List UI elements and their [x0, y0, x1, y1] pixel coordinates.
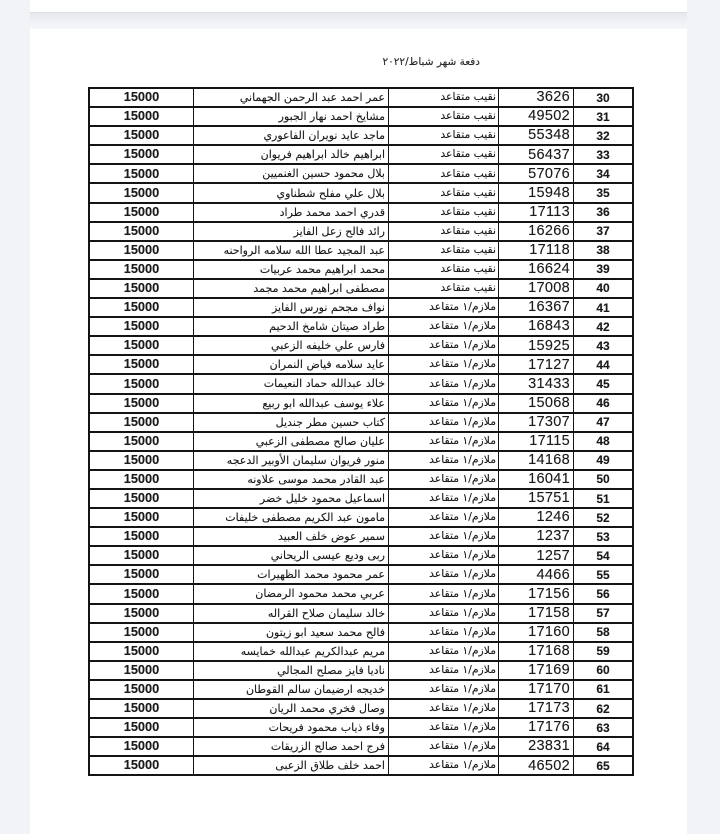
name-cell: خالد عبدالله حماد النعيمات: [193, 375, 388, 392]
amount-cell: 15000: [123, 413, 160, 429]
name-cell: علاء يوسف عبدالله ابو ربيع: [193, 395, 388, 412]
row-number-cell: 34: [573, 165, 632, 182]
amount-cell: 15000: [123, 280, 160, 296]
amount-cell: 15000: [123, 700, 160, 716]
service-number-cell: 17307: [498, 414, 573, 431]
table-row: [90, 719, 632, 738]
row-number-cell: 35: [573, 184, 632, 201]
row-number-cell: 41: [573, 299, 632, 316]
rank-cell: ملازم/١ متقاعد: [388, 528, 498, 545]
name-cell: فارس علي خليفه الزعبي: [193, 337, 388, 354]
name-cell: بلال محمود حسين الغنميين: [193, 165, 388, 182]
amount-cell: 15000: [123, 661, 160, 677]
table-row: [90, 738, 632, 757]
service-number-cell: 23831: [498, 738, 573, 755]
row-number-cell: 63: [573, 719, 632, 736]
name-cell: كتاب حسين مطر جنديل: [193, 414, 388, 431]
service-number-cell: 1257: [498, 547, 573, 564]
row-number-cell: 57: [573, 605, 632, 622]
service-number-cell: 16624: [498, 261, 573, 278]
amount-cell: 15000: [123, 337, 160, 353]
amount-cell: 15000: [123, 681, 160, 697]
name-cell: خالد سليمان صلاح القراله: [193, 605, 388, 622]
payments-table-body: [90, 89, 632, 774]
table-row: [90, 184, 632, 203]
service-number-cell: 57076: [498, 165, 573, 182]
rank-cell: ملازم/١ متقاعد: [388, 337, 498, 354]
service-number-cell: 56437: [498, 146, 573, 163]
row-number-cell: 36: [573, 204, 632, 221]
table-row: [90, 757, 632, 774]
amount-cell: 15000: [123, 604, 160, 620]
service-number-cell: 49502: [498, 108, 573, 125]
batch-month-note: دفعة شهر شباط/٢٠٢٢: [382, 56, 480, 68]
service-number-cell: 17158: [498, 605, 573, 622]
row-number-cell: 58: [573, 624, 632, 641]
amount-cell: 15000: [123, 108, 160, 124]
service-number-cell: 15925: [498, 337, 573, 354]
name-cell: ماجد عايد نويران الفاعوري: [193, 127, 388, 144]
name-cell: نواف مجحم نورس الفايز: [193, 299, 388, 316]
amount-cell: 15000: [123, 222, 160, 238]
name-cell: عمر محمود محمد الظهيرات: [193, 566, 388, 583]
amount-cell: 15000: [123, 184, 160, 200]
service-number-cell: 15068: [498, 395, 573, 412]
row-number-cell: 52: [573, 509, 632, 526]
service-number-cell: 15948: [498, 184, 573, 201]
row-number-cell: 51: [573, 490, 632, 507]
row-number-cell: 55: [573, 566, 632, 583]
table-row: [90, 643, 632, 662]
service-number-cell: 3626: [498, 89, 573, 106]
table-row: [90, 547, 632, 566]
row-number-cell: 38: [573, 242, 632, 259]
rank-cell: ملازم/١ متقاعد: [388, 643, 498, 660]
table-row: [90, 509, 632, 528]
rank-cell: نقيب متقاعد: [388, 261, 498, 278]
rank-cell: ملازم/١ متقاعد: [388, 299, 498, 316]
amount-cell: 15000: [123, 566, 160, 582]
table-row: [90, 375, 632, 394]
name-cell: خديجه ارضيمان سالم القوطان: [193, 681, 388, 698]
row-number-cell: 45: [573, 375, 632, 392]
row-number-cell: 44: [573, 356, 632, 373]
service-number-cell: 16843: [498, 318, 573, 335]
service-number-cell: 17008: [498, 280, 573, 297]
name-cell: مصطفى ابراهيم محمد مجمد: [193, 280, 388, 297]
name-cell: احمد خلف طلاق الزعبى: [193, 757, 388, 774]
row-number-cell: 49: [573, 452, 632, 469]
row-number-cell: 48: [573, 433, 632, 450]
name-cell: عليان صالح مصطفى الزعبي: [193, 433, 388, 450]
table-row: [90, 204, 632, 223]
service-number-cell: 55348: [498, 127, 573, 144]
row-number-cell: 32: [573, 127, 632, 144]
row-number-cell: 43: [573, 337, 632, 354]
service-number-cell: 15751: [498, 490, 573, 507]
row-number-cell: 37: [573, 223, 632, 240]
table-row: [90, 395, 632, 414]
rank-cell: ملازم/١ متقاعد: [388, 757, 498, 774]
table-row: [90, 89, 632, 108]
amount-cell: 15000: [123, 509, 160, 525]
rank-cell: ملازم/١ متقاعد: [388, 585, 498, 602]
service-number-cell: 1237: [498, 528, 573, 545]
payments-table: [88, 87, 634, 776]
amount-cell: 15000: [123, 490, 160, 506]
table-row: [90, 318, 632, 337]
name-cell: فالح محمد سعيد ابو زيتون: [193, 624, 388, 641]
table-row: [90, 566, 632, 585]
rank-cell: نقيب متقاعد: [388, 204, 498, 221]
service-number-cell: 17173: [498, 700, 573, 717]
name-cell: عايد سلامه فياض النمران: [193, 356, 388, 373]
service-number-cell: 31433: [498, 375, 573, 392]
amount-cell: 15000: [123, 299, 160, 315]
table-row: [90, 165, 632, 184]
service-number-cell: 17169: [498, 662, 573, 679]
amount-cell: 15000: [123, 528, 160, 544]
amount-cell: 15000: [123, 585, 160, 601]
row-number-cell: 59: [573, 643, 632, 660]
table-row: [90, 146, 632, 165]
rank-cell: نقيب متقاعد: [388, 127, 498, 144]
amount-cell: 15000: [123, 432, 160, 448]
service-number-cell: 17160: [498, 624, 573, 641]
table-row: [90, 662, 632, 681]
row-number-cell: 33: [573, 146, 632, 163]
table-row: [90, 624, 632, 643]
amount-cell: 15000: [123, 471, 160, 487]
table-row: [90, 242, 632, 261]
service-number-cell: 17113: [498, 204, 573, 221]
name-cell: مامون عبد الكريم مصطفى خليفات: [193, 509, 388, 526]
amount-cell: 15000: [123, 318, 160, 334]
table-row: [90, 223, 632, 242]
name-cell: محمد ابراهيم محمد عربيات: [193, 261, 388, 278]
rank-cell: ملازم/١ متقاعد: [388, 624, 498, 641]
rank-cell: نقيب متقاعد: [388, 89, 498, 106]
amount-cell: 15000: [123, 260, 160, 276]
amount-cell: 15000: [123, 375, 160, 391]
row-number-cell: 61: [573, 681, 632, 698]
service-number-cell: 16367: [498, 299, 573, 316]
name-cell: مريم عبدالكريم عبدالله خمايسه: [193, 643, 388, 660]
table-row: [90, 528, 632, 547]
table-row: [90, 261, 632, 280]
row-number-cell: 30: [573, 89, 632, 106]
amount-cell: 15000: [123, 738, 160, 754]
amount-cell: 15000: [123, 241, 160, 257]
amount-cell: 15000: [123, 394, 160, 410]
amount-cell: 15000: [123, 719, 160, 735]
table-row: [90, 127, 632, 146]
name-cell: ربى وديع عيسى الريحاني: [193, 547, 388, 564]
table-row: [90, 280, 632, 299]
name-cell: سمير عوض خلف العبيد: [193, 528, 388, 545]
scan-edge-shadow: [30, 12, 687, 29]
amount-cell: 15000: [123, 547, 160, 563]
amount-cell: 15000: [123, 127, 160, 143]
name-cell: اسماعيل محمود خليل خضر: [193, 490, 388, 507]
name-cell: وصال فخري محمد الريان: [193, 700, 388, 717]
row-number-cell: 56: [573, 585, 632, 602]
rank-cell: ملازم/١ متقاعد: [388, 605, 498, 622]
rank-cell: نقيب متقاعد: [388, 280, 498, 297]
rank-cell: ملازم/١ متقاعد: [388, 509, 498, 526]
row-number-cell: 46: [573, 395, 632, 412]
amount-cell: 15000: [123, 146, 160, 162]
row-number-cell: 65: [573, 757, 632, 774]
service-number-cell: 17115: [498, 433, 573, 450]
rank-cell: ملازم/١ متقاعد: [388, 719, 498, 736]
row-number-cell: 53: [573, 528, 632, 545]
name-cell: فرج احمد صالح الزريقات: [193, 738, 388, 755]
row-number-cell: 54: [573, 547, 632, 564]
name-cell: عبد القادر محمد موسى علاونه: [193, 471, 388, 488]
rank-cell: ملازم/١ متقاعد: [388, 356, 498, 373]
amount-cell: 15000: [123, 165, 160, 181]
table-row: [90, 700, 632, 719]
rank-cell: ملازم/١ متقاعد: [388, 700, 498, 717]
table-row: [90, 452, 632, 471]
table-row: [90, 471, 632, 490]
service-number-cell: 17176: [498, 719, 573, 736]
amount-cell: 15000: [123, 623, 160, 639]
rank-cell: ملازم/١ متقاعد: [388, 681, 498, 698]
row-number-cell: 62: [573, 700, 632, 717]
name-cell: عمر احمد عبد الرحمن الجهماني: [193, 89, 388, 106]
row-number-cell: 60: [573, 662, 632, 679]
service-number-cell: 16266: [498, 223, 573, 240]
name-cell: عبد المجيد عطا الله سلامه الرواحنه: [193, 242, 388, 259]
row-number-cell: 31: [573, 108, 632, 125]
rank-cell: ملازم/١ متقاعد: [388, 662, 498, 679]
name-cell: عربي محمد محمود الرمضان: [193, 585, 388, 602]
table-row: [90, 605, 632, 624]
rank-cell: نقيب متقاعد: [388, 146, 498, 163]
name-cell: ابراهيم خالد ابراهيم فريوان: [193, 146, 388, 163]
table-row: [90, 414, 632, 433]
rank-cell: نقيب متقاعد: [388, 108, 498, 125]
service-number-cell: 17118: [498, 242, 573, 259]
service-number-cell: 17170: [498, 681, 573, 698]
row-number-cell: 40: [573, 280, 632, 297]
table-row: [90, 433, 632, 452]
amount-cell: 15000: [123, 757, 160, 773]
rank-cell: نقيب متقاعد: [388, 165, 498, 182]
rank-cell: ملازم/١ متقاعد: [388, 452, 498, 469]
service-number-cell: 16041: [498, 471, 573, 488]
row-number-cell: 42: [573, 318, 632, 335]
rank-cell: ملازم/١ متقاعد: [388, 375, 498, 392]
table-row: [90, 108, 632, 127]
rank-cell: ملازم/١ متقاعد: [388, 433, 498, 450]
rank-cell: ملازم/١ متقاعد: [388, 395, 498, 412]
name-cell: طراد صيتان شامخ الدحيم: [193, 318, 388, 335]
rank-cell: نقيب متقاعد: [388, 184, 498, 201]
rank-cell: ملازم/١ متقاعد: [388, 471, 498, 488]
service-number-cell: 1246: [498, 509, 573, 526]
row-number-cell: 50: [573, 471, 632, 488]
amount-cell: 15000: [123, 356, 160, 372]
name-cell: مشايخ احمد نهار الجبور: [193, 108, 388, 125]
rank-cell: ملازم/١ متقاعد: [388, 547, 498, 564]
rank-cell: ملازم/١ متقاعد: [388, 414, 498, 431]
amount-cell: 15000: [123, 451, 160, 467]
amount-cell: 15000: [123, 203, 160, 219]
rank-cell: ملازم/١ متقاعد: [388, 318, 498, 335]
table-row: [90, 337, 632, 356]
rank-cell: ملازم/١ متقاعد: [388, 490, 498, 507]
page-right-margin: [687, 0, 720, 834]
amount-cell: 15000: [123, 642, 160, 658]
name-cell: وفاء ذياب محمود فريحات: [193, 719, 388, 736]
service-number-cell: 14168: [498, 452, 573, 469]
table-row: [90, 299, 632, 318]
page-left-margin: [0, 0, 30, 834]
rank-cell: نقيب متقاعد: [388, 223, 498, 240]
name-cell: منور فريوان سليمان الأوبير الدعجه: [193, 452, 388, 469]
rank-cell: نقيب متقاعد: [388, 242, 498, 259]
amount-cell: 15000: [123, 89, 160, 105]
service-number-cell: 46502: [498, 757, 573, 774]
table-row: [90, 585, 632, 604]
row-number-cell: 47: [573, 414, 632, 431]
row-number-cell: 64: [573, 738, 632, 755]
service-number-cell: 17168: [498, 643, 573, 660]
name-cell: ناديا فايز مصلح المجالي: [193, 662, 388, 679]
table-row: [90, 490, 632, 509]
name-cell: بلال علي مفلح شطناوي: [193, 184, 388, 201]
table-row: [90, 681, 632, 700]
service-number-cell: 17127: [498, 356, 573, 373]
row-number-cell: 39: [573, 261, 632, 278]
service-number-cell: 4466: [498, 566, 573, 583]
name-cell: رائد فالح زعل الفايز: [193, 223, 388, 240]
table-row: [90, 356, 632, 375]
rank-cell: ملازم/١ متقاعد: [388, 738, 498, 755]
rank-cell: ملازم/١ متقاعد: [388, 566, 498, 583]
service-number-cell: 17156: [498, 585, 573, 602]
name-cell: قدري احمد محمد طراد: [193, 204, 388, 221]
